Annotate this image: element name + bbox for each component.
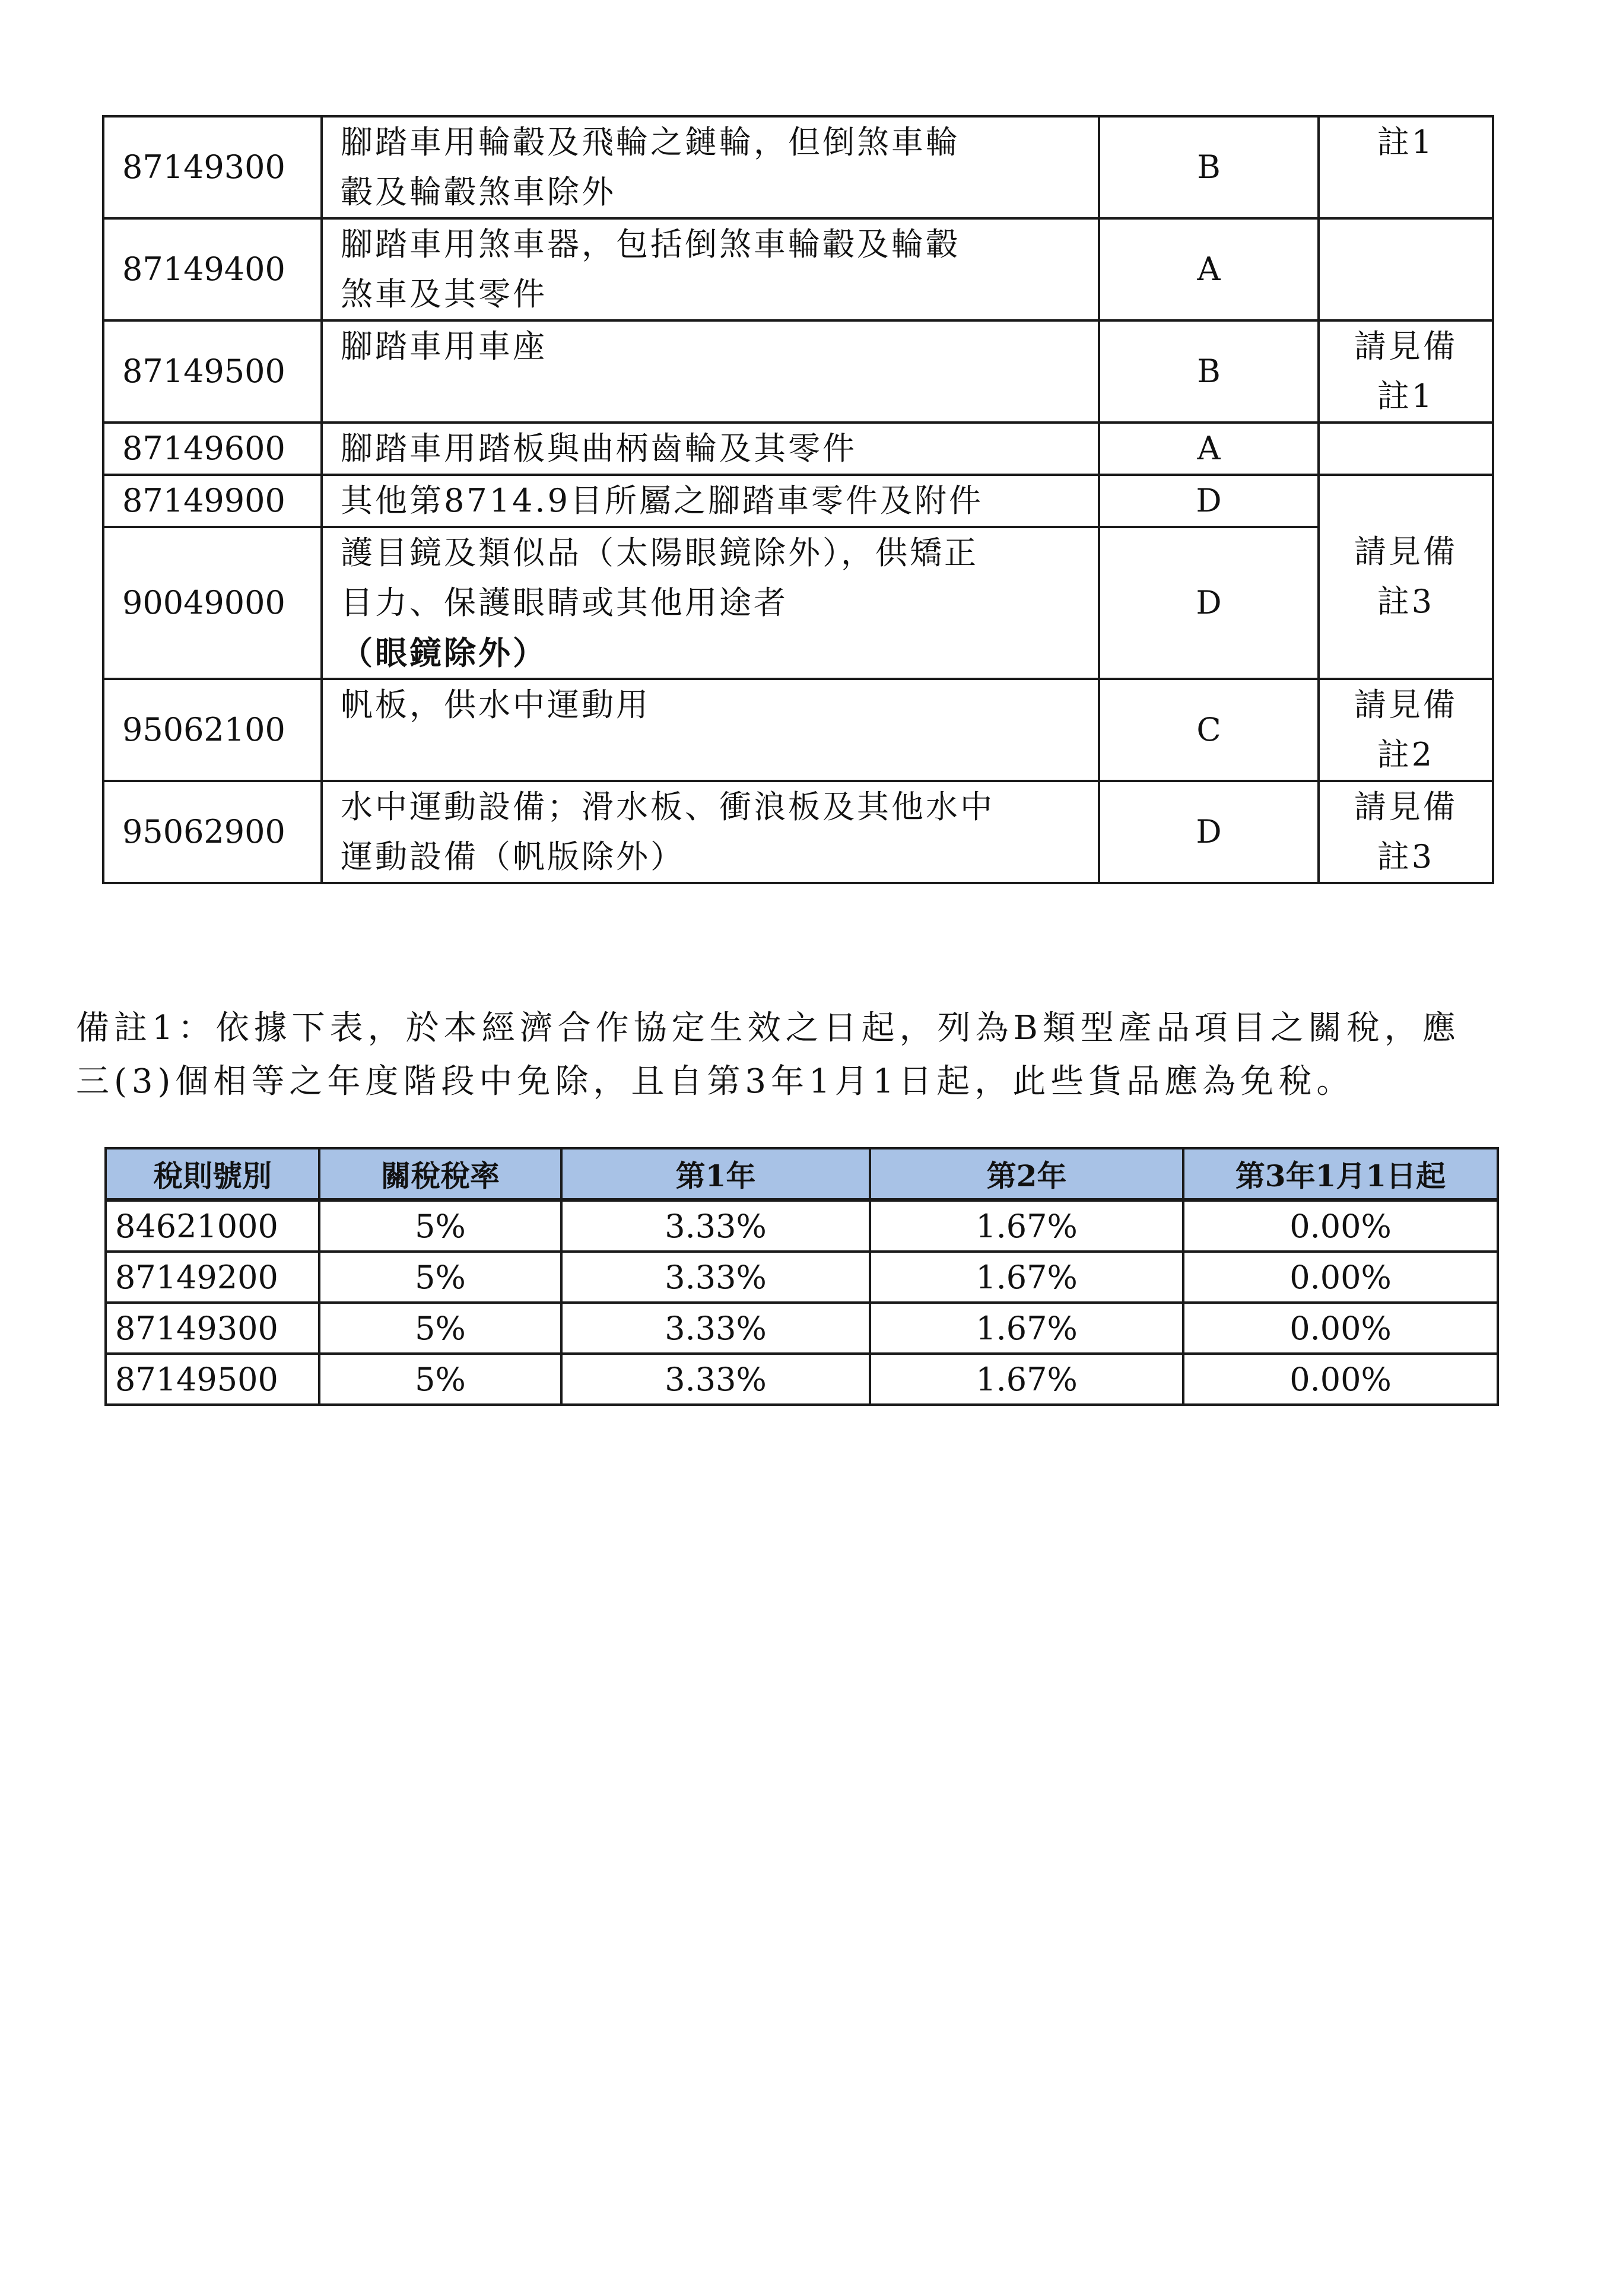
column-header: 關稅稅率 [319,1148,561,1200]
table-row [103,320,1493,423]
hs-code: 90049000 [103,527,322,679]
column-header: 第2年 [870,1148,1183,1200]
rate-table [104,1147,1499,1406]
table-cell: 1.67% [870,1354,1183,1405]
note [1319,423,1493,475]
category: D [1099,781,1319,883]
table-row [103,679,1493,781]
note [1319,218,1493,320]
category: B [1099,320,1319,423]
table-cell: 1.67% [870,1303,1183,1354]
description: 腳踏車用踏板與曲柄齒輪及其零件 [322,423,1099,475]
description: 水中運動設備；滑水板、衝浪板及其他水中 運動設備（帆版除外） [322,781,1099,883]
table-cell: 0.00% [1183,1200,1498,1252]
table-cell: 3.33% [561,1252,870,1303]
table-row [106,1303,1498,1354]
table-header-row [106,1148,1498,1200]
table-cell: 87149500 [106,1354,319,1405]
table-row [106,1252,1498,1303]
table-cell: 3.33% [561,1354,870,1405]
hs-code: 95062100 [103,679,322,781]
table-cell: 0.00% [1183,1303,1498,1354]
remark-line: 三(3)個相等之年度階段中免除，且自第3年1月1日起，此些貨品應為免稅。 [76,1062,1355,1101]
table-row [103,527,1493,679]
column-header: 第1年 [561,1148,870,1200]
category: C [1099,679,1319,781]
table-row [106,1200,1498,1252]
note: 註1 [1319,116,1493,218]
note: 請見備 註1 [1319,320,1493,423]
table-cell: 87149300 [106,1303,319,1354]
table-cell: 1.67% [870,1252,1183,1303]
note: 請見備 註3 [1319,475,1493,679]
hs-code: 87149600 [103,423,322,475]
table-row [103,116,1493,218]
table-cell: 84621000 [106,1200,319,1252]
column-header: 第3年1月1日起 [1183,1148,1498,1200]
hs-code: 87149400 [103,218,322,320]
category: A [1099,218,1319,320]
description: 腳踏車用輪轂及飛輪之鏈輪，但倒煞車輪 轂及輪轂煞車除外 [322,116,1099,218]
hs-code: 87149500 [103,320,322,423]
table-row [103,781,1493,883]
category: D [1099,475,1319,527]
table-cell: 3.33% [561,1303,870,1354]
table-cell: 1.67% [870,1200,1183,1252]
table-cell: 3.33% [561,1200,870,1252]
description: 腳踏車用煞車器，包括倒煞車輪轂及輪轂 煞車及其零件 [322,218,1099,320]
column-header: 稅則號別 [106,1148,319,1200]
hs-code: 87149900 [103,475,322,527]
table-row [103,475,1493,527]
description: 其他第8714.9目所屬之腳踏車零件及附件 [322,475,1099,527]
table-cell: 5% [319,1200,561,1252]
hs-code: 95062900 [103,781,322,883]
table-cell: 5% [319,1303,561,1354]
remark-line: 備註1：依據下表，於本經濟合作協定生效之日起，列為B類型產品項目之關稅，應 [76,1009,1460,1047]
table-row [103,423,1493,475]
category: D [1099,527,1319,679]
note: 請見備 註3 [1319,781,1493,883]
table-row [106,1354,1498,1405]
table-cell: 5% [319,1354,561,1405]
hs-code: 87149300 [103,116,322,218]
category: A [1099,423,1319,475]
table-cell: 0.00% [1183,1252,1498,1303]
remark-paragraph [76,1002,1530,1109]
table-row [103,218,1493,320]
category: B [1099,116,1319,218]
note: 請見備 註2 [1319,679,1493,781]
description: 帆板，供水中運動用 [322,679,1099,781]
table-cell: 5% [319,1252,561,1303]
description: 腳踏車用車座 [322,320,1099,423]
tariff-table [102,115,1494,884]
table-cell: 0.00% [1183,1354,1498,1405]
table-cell: 87149200 [106,1252,319,1303]
description: 護目鏡及類似品（太陽眼鏡除外），供矯正 目力、保護眼睛或其他用途者 （眼鏡除外） [322,527,1099,679]
